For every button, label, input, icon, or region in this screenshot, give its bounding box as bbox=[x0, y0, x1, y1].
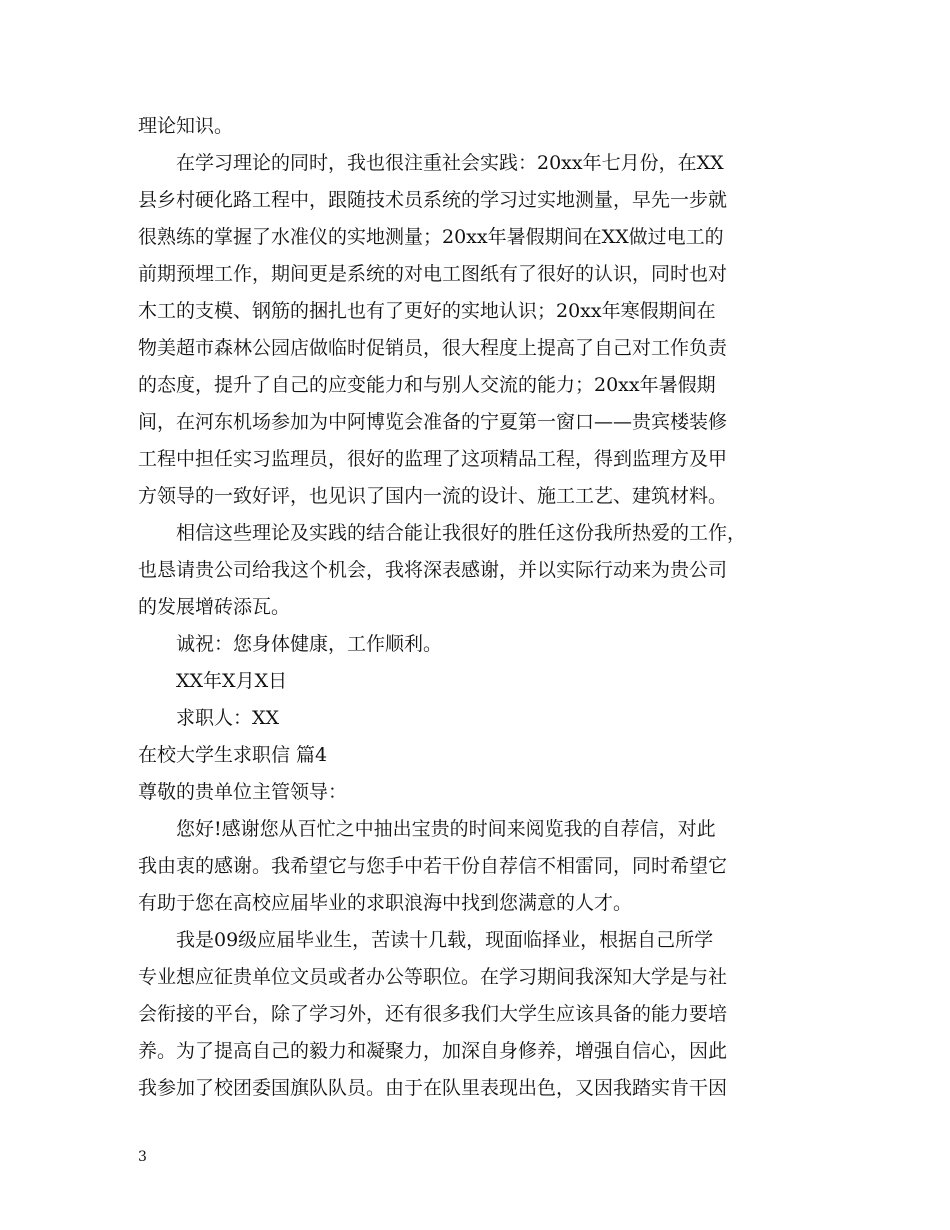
text-line: 县乡村硬化路工程中，跟随技术员系统的学习过实地测量，早先一步就 bbox=[138, 189, 728, 211]
text-line: 专业想应征贵单位文员或者办公等职位。在学习期间我深知大学是与社 bbox=[138, 966, 728, 988]
salutation: 尊敬的贵单位主管领导： bbox=[138, 781, 348, 803]
paragraph-start-line: 相信这些理论及实践的结合能让我很好的胜任这份我所热爱的工作， bbox=[176, 522, 747, 544]
document-page bbox=[138, 108, 812, 1107]
text-line: 的发展增砖添瓦。 bbox=[138, 596, 291, 618]
text-line: 很熟练的掌握了水准仪的实地测量；20xx年暑假期间在XX做过电工的 bbox=[138, 226, 724, 248]
paragraph-start-line: 您好!感谢您从百忙之中抽出宝贵的时间来阅览我的自荐信，对此 bbox=[176, 818, 716, 840]
text-line: 的态度，提升了自己的应变能力和与别人交流的能力；20xx年暑假期 bbox=[138, 374, 716, 396]
text-line: 我参加了校团委国旗队队员。由于在队里表现出色，又因我踏实肯干因 bbox=[138, 1077, 728, 1099]
text-line: 也恳请贵公司给我这个机会，我将深表感谢，并以实际行动来为贵公司 bbox=[138, 559, 728, 581]
text-line: 物美超市森林公园店做临时促销员，很大程度上提高了自己对工作负责 bbox=[138, 337, 728, 359]
closing-greeting: 诚祝：您身体健康，工作顺利。 bbox=[176, 633, 443, 655]
text-line: 养。为了提高自己的毅力和凝聚力，加深自身修养，增强自信心，因此 bbox=[138, 1040, 728, 1062]
text-line: 木工的支模、钢筋的捆扎也有了更好的实地认识；20xx年寒假期间在 bbox=[138, 300, 716, 322]
paragraph-start-line: 在学习理论的同时，我也很注重社会实践：20xx年七月份，在XX bbox=[176, 152, 724, 174]
text-line: 理论知识。 bbox=[138, 115, 234, 137]
text-line: 我由衷的感谢。我希望它与您手中若干份自荐信不相雷同，同时希望它 bbox=[138, 855, 728, 877]
section-heading: 在校大学生求职信 篇4 bbox=[138, 744, 328, 766]
text-line: 前期预埋工作，期间更是系统的对电工图纸有了很好的认识，同时也对 bbox=[138, 263, 728, 285]
text-line: 有助于您在高校应届毕业的求职浪海中找到您满意的人才。 bbox=[138, 892, 633, 914]
text-line: 会衔接的平台，除了学习外，还有很多我们大学生应该具备的能力要培 bbox=[138, 1003, 728, 1025]
paragraph-start-line: 我是09级应届毕业生，苦读十几载，现面临择业，根据自己所学 bbox=[176, 929, 714, 951]
applicant-line: 求职人：XX bbox=[176, 707, 280, 729]
text-line: 工程中担任实习监理员，很好的监理了这项精品工程，得到监理方及甲 bbox=[138, 448, 728, 470]
text-line: 方领导的一致好评，也见识了国内一流的设计、施工工艺、建筑材料。 bbox=[138, 485, 728, 507]
text-line: 间，在河东机场参加为中阿博览会准备的宁夏第一窗口——贵宾楼装修 bbox=[138, 411, 728, 433]
page-number: 3 bbox=[138, 1149, 147, 1165]
date-line: XX年X月X日 bbox=[176, 670, 288, 692]
